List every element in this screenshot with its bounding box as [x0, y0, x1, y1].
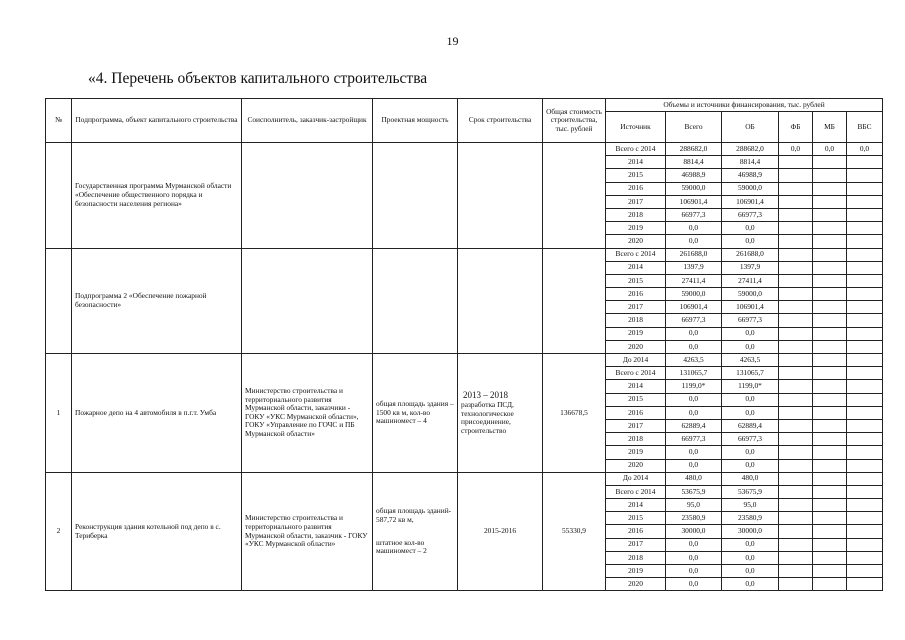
table-row: [46, 354, 883, 367]
fb-value-cell: [779, 274, 813, 287]
source-cell: До 2014: [606, 472, 666, 485]
total-value-cell: 66977,3: [666, 433, 722, 446]
fb-value-cell: [779, 367, 813, 380]
ob-value-cell: 46988,9: [722, 169, 779, 182]
header-vbs: ВБС: [847, 112, 883, 143]
capacity-cell: [373, 472, 458, 591]
fb-value-cell: [779, 195, 813, 208]
total-value-cell: 0,0: [666, 565, 722, 578]
mb-value-cell: [813, 261, 847, 274]
capacity-cell: [373, 143, 458, 249]
fb-value-cell: [779, 433, 813, 446]
ob-value-cell: 0,0: [722, 327, 779, 340]
header-mb: МБ: [813, 112, 847, 143]
ob-value-cell: 53675,9: [722, 485, 779, 498]
ob-value-cell: 0,0: [722, 551, 779, 564]
total-value-cell: 0,0: [666, 327, 722, 340]
total-value-cell: 288682,0: [666, 143, 722, 156]
vbs-value-cell: [847, 208, 883, 221]
total-value-cell: 0,0: [666, 446, 722, 459]
vbs-value-cell: [847, 551, 883, 564]
total-value-cell: 59000,0: [666, 182, 722, 195]
period-cell: [458, 143, 543, 249]
vbs-value-cell: [847, 499, 883, 512]
mb-value-cell: [813, 551, 847, 564]
fb-value-cell: [779, 354, 813, 367]
mb-value-cell: [813, 222, 847, 235]
fb-value-cell: [779, 512, 813, 525]
mb-value-cell: [813, 195, 847, 208]
total-cost-cell: 136678,5: [543, 354, 606, 473]
vbs-value-cell: [847, 512, 883, 525]
vbs-value-cell: [847, 195, 883, 208]
mb-value-cell: [813, 459, 847, 472]
fb-value-cell: [779, 446, 813, 459]
mb-value-cell: [813, 288, 847, 301]
total-value-cell: 1397,9: [666, 261, 722, 274]
total-value-cell: 59000,0: [666, 288, 722, 301]
source-cell: 2016: [606, 288, 666, 301]
fb-value-cell: [779, 578, 813, 591]
total-value-cell: 46988,9: [666, 169, 722, 182]
header-executor: Соисполнитель, заказчик-застройщик: [242, 99, 373, 143]
source-cell: 2016: [606, 525, 666, 538]
mb-value-cell: [813, 340, 847, 353]
fb-value-cell: [779, 525, 813, 538]
total-value-cell: 95,0: [666, 499, 722, 512]
executor-cell: [242, 143, 373, 249]
fb-value-cell: [779, 538, 813, 551]
vbs-value-cell: 0,0: [847, 143, 883, 156]
source-cell: 2015: [606, 512, 666, 525]
capacity-text: штатное кол-во машиномест – 2: [376, 537, 427, 556]
ob-value-cell: 66977,3: [722, 433, 779, 446]
mb-value-cell: [813, 472, 847, 485]
mb-value-cell: [813, 327, 847, 340]
fb-value-cell: [779, 301, 813, 314]
row-number-cell: [46, 248, 72, 354]
fb-value-cell: [779, 499, 813, 512]
period-cell: [458, 248, 543, 354]
vbs-value-cell: [847, 459, 883, 472]
vbs-value-cell: [847, 367, 883, 380]
source-cell: До 2014: [606, 354, 666, 367]
fb-value-cell: [779, 472, 813, 485]
period-note: разработка ПСД, технологическое присоединение, строительство: [461, 400, 514, 435]
row-number-cell: 2: [46, 472, 72, 591]
header-funding-group: Объемы и источники финансирования, тыс. рублей: [606, 99, 883, 112]
total-value-cell: 131065,7: [666, 367, 722, 380]
vbs-value-cell: [847, 288, 883, 301]
mb-value-cell: [813, 433, 847, 446]
ob-value-cell: 0,0: [722, 446, 779, 459]
ob-value-cell: 0,0: [722, 578, 779, 591]
ob-value-cell: 1397,9: [722, 261, 779, 274]
fb-value-cell: [779, 406, 813, 419]
source-cell: 2019: [606, 327, 666, 340]
mb-value-cell: [813, 419, 847, 432]
source-cell: 2015: [606, 169, 666, 182]
total-value-cell: 106901,4: [666, 301, 722, 314]
ob-value-cell: 0,0: [722, 406, 779, 419]
vbs-value-cell: [847, 169, 883, 182]
document-title: «4. Перечень объектов капитального строительства: [88, 70, 428, 87]
source-cell: 2014: [606, 156, 666, 169]
fb-value-cell: [779, 485, 813, 498]
mb-value-cell: [813, 406, 847, 419]
vbs-value-cell: [847, 340, 883, 353]
mb-value-cell: [813, 354, 847, 367]
capacity-text: общая площадь зданий- 587,72 кв м,: [376, 506, 452, 524]
total-value-cell: 66977,3: [666, 208, 722, 221]
vbs-value-cell: [847, 354, 883, 367]
fb-value-cell: [779, 169, 813, 182]
source-cell: 2020: [606, 235, 666, 248]
total-value-cell: 1199,0*: [666, 380, 722, 393]
total-value-cell: 4263,5: [666, 354, 722, 367]
fb-value-cell: [779, 327, 813, 340]
source-cell: 2014: [606, 261, 666, 274]
source-cell: 2018: [606, 314, 666, 327]
header-object: Подпрограмма, объект капитального строительства: [72, 99, 242, 143]
total-value-cell: 0,0: [666, 222, 722, 235]
ob-value-cell: 30000,0: [722, 525, 779, 538]
ob-value-cell: 0,0: [722, 538, 779, 551]
mb-value-cell: [813, 169, 847, 182]
source-cell: Всего с 2014: [606, 143, 666, 156]
fb-value-cell: [779, 156, 813, 169]
vbs-value-cell: [847, 406, 883, 419]
fb-value-cell: [779, 222, 813, 235]
mb-value-cell: [813, 314, 847, 327]
row-number-cell: 1: [46, 354, 72, 473]
header-ob: ОБ: [722, 112, 779, 143]
vbs-value-cell: [847, 565, 883, 578]
executor-cell: Министерство строительства и территориального развития Мурманской области, заказчик - ГОКУ «УКС Мурманской области»: [242, 472, 373, 591]
period-cell: [458, 354, 543, 473]
mb-value-cell: [813, 499, 847, 512]
total-value-cell: 0,0: [666, 235, 722, 248]
total-cost-cell: 55330,9: [543, 472, 606, 591]
vbs-value-cell: [847, 380, 883, 393]
period-cell: 2015-2016: [458, 472, 543, 591]
fb-value-cell: [779, 380, 813, 393]
mb-value-cell: [813, 485, 847, 498]
total-value-cell: 30000,0: [666, 525, 722, 538]
mb-value-cell: [813, 393, 847, 406]
total-value-cell: 0,0: [666, 551, 722, 564]
ob-value-cell: 0,0: [722, 393, 779, 406]
vbs-value-cell: [847, 525, 883, 538]
ob-value-cell: 0,0: [722, 340, 779, 353]
header-total-cost: Общая стоимость строительства, тыс. рублей: [543, 99, 606, 143]
total-value-cell: 0,0: [666, 340, 722, 353]
row-number-cell: [46, 143, 72, 249]
ob-value-cell: 261688,0: [722, 248, 779, 261]
vbs-value-cell: [847, 274, 883, 287]
vbs-value-cell: [847, 248, 883, 261]
total-value-cell: 62889,4: [666, 419, 722, 432]
mb-value-cell: [813, 208, 847, 221]
source-cell: 2019: [606, 222, 666, 235]
source-cell: 2020: [606, 340, 666, 353]
source-cell: 2018: [606, 433, 666, 446]
capacity-cell: общая площадь здания – 1500 кв м, кол-во машиномест – 4: [373, 354, 458, 473]
total-value-cell: 0,0: [666, 393, 722, 406]
source-cell: 2019: [606, 565, 666, 578]
ob-value-cell: 131065,7: [722, 367, 779, 380]
table-row: [46, 248, 883, 261]
ob-value-cell: 23580,9: [722, 512, 779, 525]
vbs-value-cell: [847, 222, 883, 235]
object-name-cell: Государственная программа Мурманской области «Обеспечение общественного порядка и безопасности населения региона»: [72, 143, 242, 249]
source-cell: Всего с 2014: [606, 367, 666, 380]
ob-value-cell: 66977,3: [722, 314, 779, 327]
vbs-value-cell: [847, 156, 883, 169]
mb-value-cell: [813, 301, 847, 314]
source-cell: Всего с 2014: [606, 248, 666, 261]
source-cell: 2018: [606, 551, 666, 564]
mb-value-cell: 0,0: [813, 143, 847, 156]
vbs-value-cell: [847, 235, 883, 248]
source-cell: Всего с 2014: [606, 485, 666, 498]
ob-value-cell: 0,0: [722, 222, 779, 235]
vbs-value-cell: [847, 446, 883, 459]
fb-value-cell: [779, 235, 813, 248]
page-number: 19: [446, 34, 459, 48]
total-value-cell: 0,0: [666, 406, 722, 419]
header-period: Срок строительства: [458, 99, 543, 143]
mb-value-cell: [813, 367, 847, 380]
total-cost-cell: [543, 248, 606, 354]
vbs-value-cell: [847, 393, 883, 406]
capital-construction-table: [45, 98, 883, 591]
fb-value-cell: 0,0: [779, 143, 813, 156]
source-cell: 2014: [606, 380, 666, 393]
fb-value-cell: [779, 248, 813, 261]
spacer: [376, 525, 454, 539]
fb-value-cell: [779, 288, 813, 301]
fb-value-cell: [779, 208, 813, 221]
header-fb: ФБ: [779, 112, 813, 143]
total-value-cell: 106901,4: [666, 195, 722, 208]
source-cell: 2020: [606, 459, 666, 472]
vbs-value-cell: [847, 538, 883, 551]
ob-value-cell: 0,0: [722, 459, 779, 472]
mb-value-cell: [813, 235, 847, 248]
source-cell: 2016: [606, 182, 666, 195]
vbs-value-cell: [847, 433, 883, 446]
header-source: Источник: [606, 112, 666, 143]
fb-value-cell: [779, 182, 813, 195]
total-value-cell: 0,0: [666, 578, 722, 591]
total-value-cell: 23580,9: [666, 512, 722, 525]
source-cell: 2017: [606, 538, 666, 551]
vbs-value-cell: [847, 182, 883, 195]
ob-value-cell: 8814,4: [722, 156, 779, 169]
mb-value-cell: [813, 578, 847, 591]
table-row: [46, 472, 883, 485]
source-cell: 2017: [606, 301, 666, 314]
source-cell: 2017: [606, 195, 666, 208]
ob-value-cell: 59000,0: [722, 182, 779, 195]
fb-value-cell: [779, 314, 813, 327]
header-total: Всего: [666, 112, 722, 143]
total-value-cell: 27411,4: [666, 274, 722, 287]
total-cost-cell: [543, 143, 606, 249]
fb-value-cell: [779, 551, 813, 564]
ob-value-cell: 27411,4: [722, 274, 779, 287]
ob-value-cell: 106901,4: [722, 195, 779, 208]
vbs-value-cell: [847, 578, 883, 591]
source-cell: 2017: [606, 419, 666, 432]
mb-value-cell: [813, 156, 847, 169]
total-value-cell: 0,0: [666, 459, 722, 472]
mb-value-cell: [813, 525, 847, 538]
object-name-cell: Подпрограмма 2 «Обеспечение пожарной безопасности»: [72, 248, 242, 354]
object-name-cell: Пожарное депо на 4 автомобиля в п.г.т. Умба: [72, 354, 242, 473]
total-value-cell: 66977,3: [666, 314, 722, 327]
ob-value-cell: 66977,3: [722, 208, 779, 221]
vbs-value-cell: [847, 485, 883, 498]
fb-value-cell: [779, 340, 813, 353]
total-value-cell: 480,0: [666, 472, 722, 485]
mb-value-cell: [813, 565, 847, 578]
total-value-cell: 8814,4: [666, 156, 722, 169]
vbs-value-cell: [847, 472, 883, 485]
executor-cell: [242, 248, 373, 354]
mb-value-cell: [813, 512, 847, 525]
ob-value-cell: 4263,5: [722, 354, 779, 367]
vbs-value-cell: [847, 327, 883, 340]
header-row-1: [46, 99, 883, 112]
ob-value-cell: 106901,4: [722, 301, 779, 314]
total-value-cell: 0,0: [666, 538, 722, 551]
table-row: [46, 143, 883, 156]
mb-value-cell: [813, 446, 847, 459]
source-cell: 2018: [606, 208, 666, 221]
total-value-cell: 53675,9: [666, 485, 722, 498]
source-cell: 2014: [606, 499, 666, 512]
source-cell: 2020: [606, 578, 666, 591]
mb-value-cell: [813, 380, 847, 393]
ob-value-cell: 1199,0*: [722, 380, 779, 393]
executor-cell: Министерство строительства и территориального развития Мурманской области, заказчики - ГОКУ «УКС Мурманской области», ГОКУ «Управление по ГОЧС и ПБ Мурманской области»: [242, 354, 373, 473]
header-no: №: [46, 99, 72, 143]
total-value-cell: 261688,0: [666, 248, 722, 261]
vbs-value-cell: [847, 314, 883, 327]
vbs-value-cell: [847, 301, 883, 314]
fb-value-cell: [779, 261, 813, 274]
fb-value-cell: [779, 393, 813, 406]
object-name-cell: Реконструкция здания котельной под депо в с. Териберка: [72, 472, 242, 591]
mb-value-cell: [813, 248, 847, 261]
ob-value-cell: 0,0: [722, 565, 779, 578]
mb-value-cell: [813, 274, 847, 287]
ob-value-cell: 95,0: [722, 499, 779, 512]
capacity-cell: [373, 248, 458, 354]
mb-value-cell: [813, 182, 847, 195]
ob-value-cell: 62889,4: [722, 419, 779, 432]
source-cell: 2016: [606, 406, 666, 419]
source-cell: 2015: [606, 274, 666, 287]
header-capacity: Проектная мощность: [373, 99, 458, 143]
mb-value-cell: [813, 538, 847, 551]
fb-value-cell: [779, 565, 813, 578]
ob-value-cell: 480,0: [722, 472, 779, 485]
ob-value-cell: 288682,0: [722, 143, 779, 156]
ob-value-cell: 0,0: [722, 235, 779, 248]
source-cell: 2019: [606, 446, 666, 459]
source-cell: 2015: [606, 393, 666, 406]
vbs-value-cell: [847, 419, 883, 432]
vbs-value-cell: [847, 261, 883, 274]
period-years: 2013 – 2018: [463, 390, 508, 401]
ob-value-cell: 59000,0: [722, 288, 779, 301]
fb-value-cell: [779, 459, 813, 472]
fb-value-cell: [779, 419, 813, 432]
